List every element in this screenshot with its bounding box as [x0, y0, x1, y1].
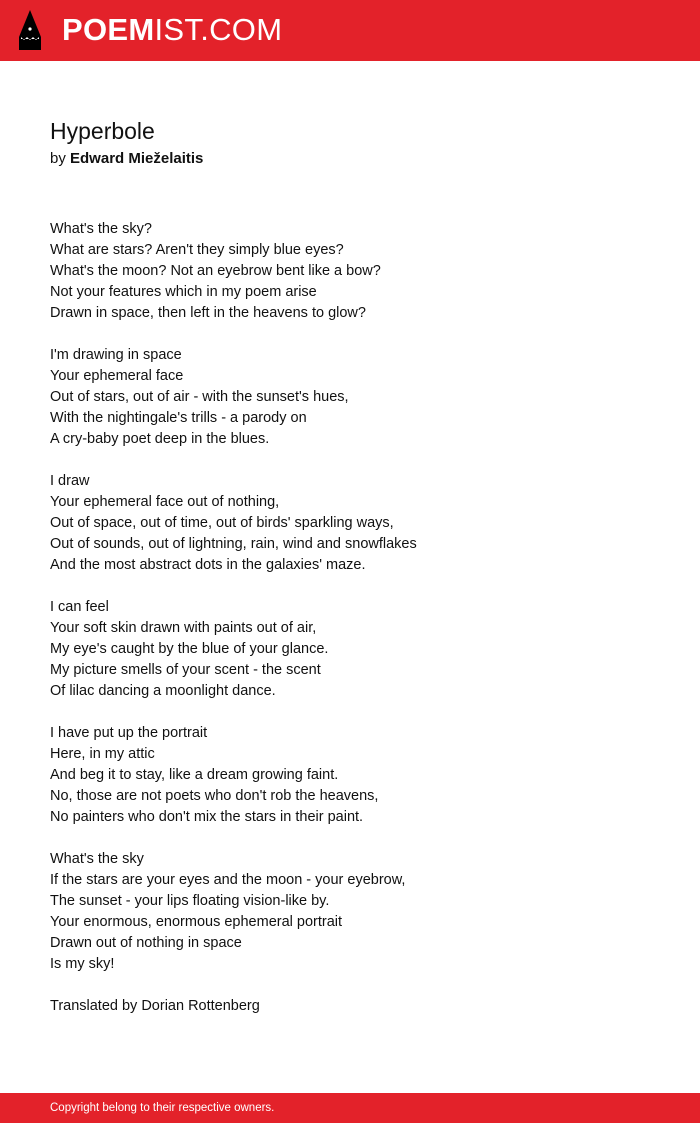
poem-line: And the most abstract dots in the galaxies' maze. — [50, 557, 366, 573]
poem-line: Drawn in space, then left in the heavens to glow? — [50, 305, 366, 321]
by-label: by — [50, 150, 66, 167]
poem-line: No, those are not poets who don't rob the heavens, — [50, 788, 379, 804]
poem-line: And beg it to stay, like a dream growing faint. — [50, 767, 339, 783]
poem-stanza — [50, 345, 650, 450]
poem-line: My picture smells of your scent - the scent — [50, 662, 321, 678]
logo-bold-text: POEM — [62, 12, 155, 47]
poem-line: What's the moon? Not an eyebrow bent like a bow? — [50, 263, 381, 279]
poem-stanza — [50, 471, 650, 576]
poem-line: Out of stars, out of air - with the sunset's hues, — [50, 389, 349, 405]
poem-line: My eye's caught by the blue of your glance. — [50, 641, 329, 657]
poem-body — [50, 219, 650, 1038]
poem-byline — [50, 149, 203, 169]
pen-nib-icon — [17, 9, 43, 51]
poem-line: I draw — [50, 473, 90, 489]
poem-stanza — [50, 723, 650, 828]
poem-stanza — [50, 996, 650, 1017]
poem-line: I can feel — [50, 599, 109, 615]
poem-line: Your enormous, enormous ephemeral portrait — [50, 914, 343, 930]
poem-line: Your soft skin drawn with paints out of air, — [50, 620, 317, 636]
poem-line: Drawn out of nothing in space — [50, 935, 242, 951]
poem-line: A cry-baby poet deep in the blues. — [50, 431, 270, 447]
poem-line: Translated by Dorian Rottenberg — [50, 998, 260, 1014]
site-header — [0, 0, 700, 61]
logo-light-text: IST.COM — [154, 12, 283, 47]
poem-line: I have put up the portrait — [50, 725, 208, 741]
poem-stanza — [50, 597, 650, 702]
poem-line: Of lilac dancing a moonlight dance. — [50, 683, 276, 699]
poem-line: Here, in my attic — [50, 746, 155, 762]
poem-line: What are stars? Aren't they simply blue eyes? — [50, 242, 344, 258]
poem-line: Not your features which in my poem arise — [50, 284, 317, 300]
poem-stanza — [50, 219, 650, 324]
poem-title: Hyperbole — [50, 118, 155, 144]
poem-line: Out of space, out of time, out of birds' sparkling ways, — [50, 515, 394, 531]
poem-line: The sunset - your lips floating vision-like by. — [50, 893, 330, 909]
poem-line: What's the sky — [50, 851, 144, 867]
site-footer — [0, 1093, 700, 1123]
poem-author: Edward Mieželaitis — [70, 150, 204, 167]
poem-line: With the nightingale's trills - a parody on — [50, 410, 307, 426]
poem-line: I'm drawing in space — [50, 347, 182, 363]
poem-line: Out of sounds, out of lightning, rain, wind and snowflakes — [50, 536, 417, 552]
poem-line: No painters who don't mix the stars in their paint. — [50, 809, 364, 825]
copyright-text: Copyright belong to their respective owners. — [50, 1102, 275, 1114]
poem-line: What's the sky? — [50, 221, 152, 237]
poem-line: Your ephemeral face — [50, 368, 184, 384]
site-logo[interactable] — [62, 11, 282, 49]
poem-line: Your ephemeral face out of nothing, — [50, 494, 280, 510]
poem-line: If the stars are your eyes and the moon - your eyebrow, — [50, 872, 406, 888]
poem-stanza — [50, 849, 650, 975]
poem-line: Is my sky! — [50, 956, 115, 972]
